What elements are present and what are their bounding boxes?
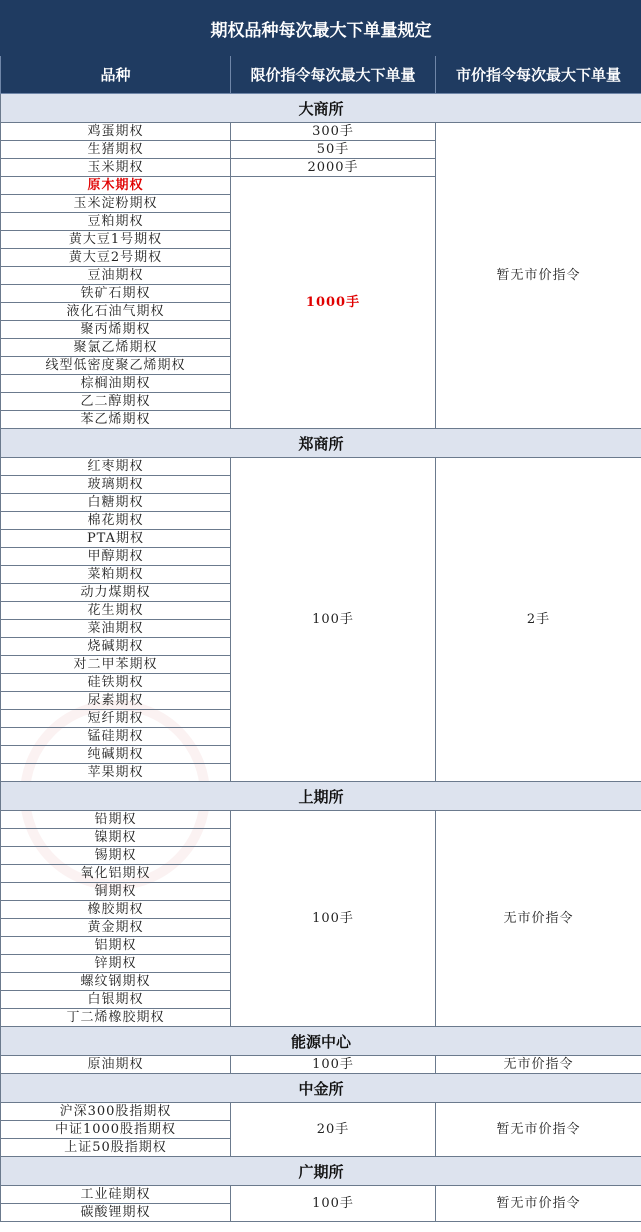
variety-name: 黄金期权 bbox=[1, 919, 231, 937]
variety-name: 工业硅期权 bbox=[1, 1186, 231, 1204]
market-order-value: 暂无市价指令 bbox=[436, 1103, 641, 1157]
variety-name: 生猪期权 bbox=[1, 141, 231, 159]
variety-name: 聚氯乙烯期权 bbox=[1, 339, 231, 357]
limit-order-value: 100手 bbox=[231, 1056, 436, 1074]
variety-name: 乙二醇期权 bbox=[1, 393, 231, 411]
variety-name: 苹果期权 bbox=[1, 764, 231, 782]
variety-name: 菜油期权 bbox=[1, 620, 231, 638]
variety-name: 螺纹钢期权 bbox=[1, 973, 231, 991]
header-market-order: 市价指令每次最大下单量 bbox=[436, 56, 641, 94]
variety-name: 原油期权 bbox=[1, 1056, 231, 1074]
variety-name: 锌期权 bbox=[1, 955, 231, 973]
variety-name: 甲醇期权 bbox=[1, 548, 231, 566]
variety-name: 沪深300股指期权 bbox=[1, 1103, 231, 1121]
exchange-row bbox=[1, 1157, 641, 1186]
limit-order-value: 300手 bbox=[231, 123, 436, 141]
limit-order-value: 100手 bbox=[231, 811, 436, 1027]
exchange-name: 上期所 bbox=[1, 782, 641, 811]
variety-name: 玉米淀粉期权 bbox=[1, 195, 231, 213]
header-row bbox=[1, 56, 641, 94]
variety-name: 菜粕期权 bbox=[1, 566, 231, 584]
variety-name: 花生期权 bbox=[1, 602, 231, 620]
exchange-row bbox=[1, 1027, 641, 1056]
variety-name: 锡期权 bbox=[1, 847, 231, 865]
limit-order-value: 100手 bbox=[231, 458, 436, 782]
variety-name: 棉花期权 bbox=[1, 512, 231, 530]
variety-name: 黄大豆2号期权 bbox=[1, 249, 231, 267]
variety-name: 镍期权 bbox=[1, 829, 231, 847]
variety-name: 锰硅期权 bbox=[1, 728, 231, 746]
variety-name: 红枣期权 bbox=[1, 458, 231, 476]
exchange-row bbox=[1, 94, 641, 123]
table-row bbox=[1, 1103, 641, 1121]
table-title: 期权品种每次最大下单量规定 bbox=[1, 1, 641, 56]
variety-name: 铜期权 bbox=[1, 883, 231, 901]
limit-order-value: 2000手 bbox=[231, 159, 436, 177]
variety-name: 碳酸锂期权 bbox=[1, 1204, 231, 1222]
limit-order-value: 50手 bbox=[231, 141, 436, 159]
variety-name: 白糖期权 bbox=[1, 494, 231, 512]
variety-name: 豆油期权 bbox=[1, 267, 231, 285]
variety-name: PTA期权 bbox=[1, 530, 231, 548]
table-row bbox=[1, 1056, 641, 1074]
exchange-name: 郑商所 bbox=[1, 429, 641, 458]
variety-name: 白银期权 bbox=[1, 991, 231, 1009]
market-order-value: 暂无市价指令 bbox=[436, 1186, 641, 1222]
variety-name: 棕榈油期权 bbox=[1, 375, 231, 393]
variety-name: 鸡蛋期权 bbox=[1, 123, 231, 141]
limit-order-value: 100手 bbox=[231, 1186, 436, 1222]
variety-name: 聚丙烯期权 bbox=[1, 321, 231, 339]
variety-name: 线型低密度聚乙烯期权 bbox=[1, 357, 231, 375]
variety-name: 硅铁期权 bbox=[1, 674, 231, 692]
table-row bbox=[1, 1186, 641, 1204]
limit-order-value: 1000手 bbox=[231, 177, 436, 429]
table-row bbox=[1, 123, 641, 141]
exchange-name: 大商所 bbox=[1, 94, 641, 123]
variety-name: 黄大豆1号期权 bbox=[1, 231, 231, 249]
variety-name: 丁二烯橡胶期权 bbox=[1, 1009, 231, 1027]
exchange-row bbox=[1, 429, 641, 458]
variety-name: 铁矿石期权 bbox=[1, 285, 231, 303]
table-row bbox=[1, 811, 641, 829]
variety-name: 上证50股指期权 bbox=[1, 1139, 231, 1157]
variety-name: 中证1000股指期权 bbox=[1, 1121, 231, 1139]
variety-name: 对二甲苯期权 bbox=[1, 656, 231, 674]
variety-name: 氧化铝期权 bbox=[1, 865, 231, 883]
exchange-name: 广期所 bbox=[1, 1157, 641, 1186]
market-order-value: 无市价指令 bbox=[436, 811, 641, 1027]
variety-name: 烧碱期权 bbox=[1, 638, 231, 656]
variety-name: 豆粕期权 bbox=[1, 213, 231, 231]
variety-name: 玻璃期权 bbox=[1, 476, 231, 494]
variety-name: 玉米期权 bbox=[1, 159, 231, 177]
exchange-name: 中金所 bbox=[1, 1074, 641, 1103]
variety-name: 铝期权 bbox=[1, 937, 231, 955]
exchange-row bbox=[1, 1074, 641, 1103]
variety-name: 液化石油气期权 bbox=[1, 303, 231, 321]
limit-order-value: 20手 bbox=[231, 1103, 436, 1157]
market-order-value: 无市价指令 bbox=[436, 1056, 641, 1074]
title-row bbox=[1, 1, 641, 56]
variety-name: 原木期权 bbox=[1, 177, 231, 195]
variety-name: 铅期权 bbox=[1, 811, 231, 829]
table-row bbox=[1, 458, 641, 476]
market-order-value: 暂无市价指令 bbox=[436, 123, 641, 429]
variety-name: 短纤期权 bbox=[1, 710, 231, 728]
variety-name: 动力煤期权 bbox=[1, 584, 231, 602]
header-limit-order: 限价指令每次最大下单量 bbox=[231, 56, 436, 94]
variety-name: 橡胶期权 bbox=[1, 901, 231, 919]
variety-name: 尿素期权 bbox=[1, 692, 231, 710]
variety-name: 纯碱期权 bbox=[1, 746, 231, 764]
exchange-row bbox=[1, 782, 641, 811]
header-variety: 品种 bbox=[1, 56, 231, 94]
variety-name: 苯乙烯期权 bbox=[1, 411, 231, 429]
market-order-value: 2手 bbox=[436, 458, 641, 782]
exchange-name: 能源中心 bbox=[1, 1027, 641, 1056]
